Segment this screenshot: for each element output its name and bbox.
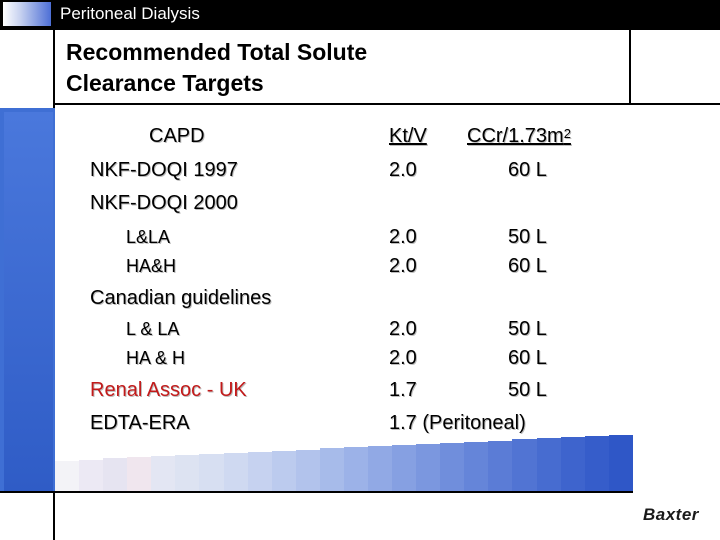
decorative-strip-bar <box>561 437 585 492</box>
decorative-gradient-strip <box>55 435 633 492</box>
decorative-strip-bar <box>175 455 199 492</box>
header-title: Peritoneal Dialysis <box>60 4 200 23</box>
header-bar <box>0 0 720 30</box>
baxter-logo: Baxter <box>643 505 699 524</box>
decorative-strip-bar <box>224 453 248 492</box>
decorative-strip-bar <box>392 445 416 492</box>
ccr-value-nkf-1997: 60 L <box>508 159 547 181</box>
decorative-strip-bar <box>151 456 175 492</box>
column-header-ccr-text: CCr/1.73m <box>467 125 564 147</box>
decorative-strip-bar <box>55 461 79 492</box>
column-header-ccr <box>467 123 571 149</box>
decorative-strip-bar <box>344 447 368 492</box>
row-label-lla: L&LA <box>126 227 171 247</box>
column-header-ccr-sup: 2 <box>563 126 571 141</box>
row-label-nkf-1997: NKF-DOQI 1997 <box>90 159 238 181</box>
decorative-strip-bar <box>320 448 344 492</box>
decorative-blue-band <box>0 108 55 492</box>
decorative-strip-bar <box>248 452 272 492</box>
decorative-strip-bar <box>368 446 392 492</box>
row-label-hah: HA&H <box>126 256 177 276</box>
decorative-strip-bar <box>585 436 609 492</box>
ccr-value-l-la: 50 L <box>508 318 547 340</box>
decorative-strip-bar <box>488 441 512 492</box>
ktv-value-hah: 2.0 <box>389 255 417 277</box>
ccr-value-lla: 50 L <box>508 226 547 248</box>
row-label-l-la: L & LA <box>126 319 180 339</box>
row-label-edta-era: EDTA-ERA <box>90 412 190 434</box>
slide-title-line1: Recommended Total Solute <box>66 39 368 65</box>
decorative-strip-bar <box>79 460 103 492</box>
divider-horizontal <box>53 103 720 105</box>
ktv-value-edta-era: 1.7 (Peritoneal) <box>389 412 526 434</box>
ktv-value-l-la: 2.0 <box>389 318 417 340</box>
column-header-ktv: Kt/V <box>389 125 427 147</box>
decorative-blue-band-inner <box>4 112 53 492</box>
row-label-canadian: Canadian guidelines <box>90 287 272 309</box>
ccr-value-hah: 60 L <box>508 255 547 277</box>
row-label-ha-h: HA & H <box>126 348 186 368</box>
ktv-value-ha-h: 2.0 <box>389 347 417 369</box>
decorative-strip-bar <box>127 457 151 492</box>
decorative-strip-bar <box>512 439 536 492</box>
decorative-strip-bar <box>296 450 320 493</box>
ccr-value-renal-assoc: 50 L <box>508 379 547 401</box>
slide-title <box>66 37 367 99</box>
divider-vertical-right <box>629 30 631 105</box>
decorative-strip-bar <box>272 451 296 492</box>
decorative-strip-bar <box>609 435 633 492</box>
decorative-strip-bar <box>464 442 488 492</box>
ktv-value-nkf-1997: 2.0 <box>389 159 417 181</box>
ktv-value-renal-assoc: 1.7 <box>389 379 417 401</box>
row-label-renal-assoc: Renal Assoc - UK <box>90 379 247 401</box>
ktv-value-lla: 2.0 <box>389 226 417 248</box>
decorative-strip-bar <box>416 444 440 492</box>
slide-title-line2: Clearance Targets <box>66 70 264 96</box>
divider-baseline <box>0 491 633 493</box>
row-label-nkf-2000: NKF-DOQI 2000 <box>90 192 238 214</box>
header-swatch <box>3 2 51 26</box>
decorative-strip-bar <box>537 438 561 492</box>
decorative-strip-bar <box>440 443 464 492</box>
decorative-strip-bar <box>199 454 223 492</box>
row-label-capd: CAPD <box>149 125 205 147</box>
decorative-strip-bar <box>103 458 127 492</box>
ccr-value-ha-h: 60 L <box>508 347 547 369</box>
